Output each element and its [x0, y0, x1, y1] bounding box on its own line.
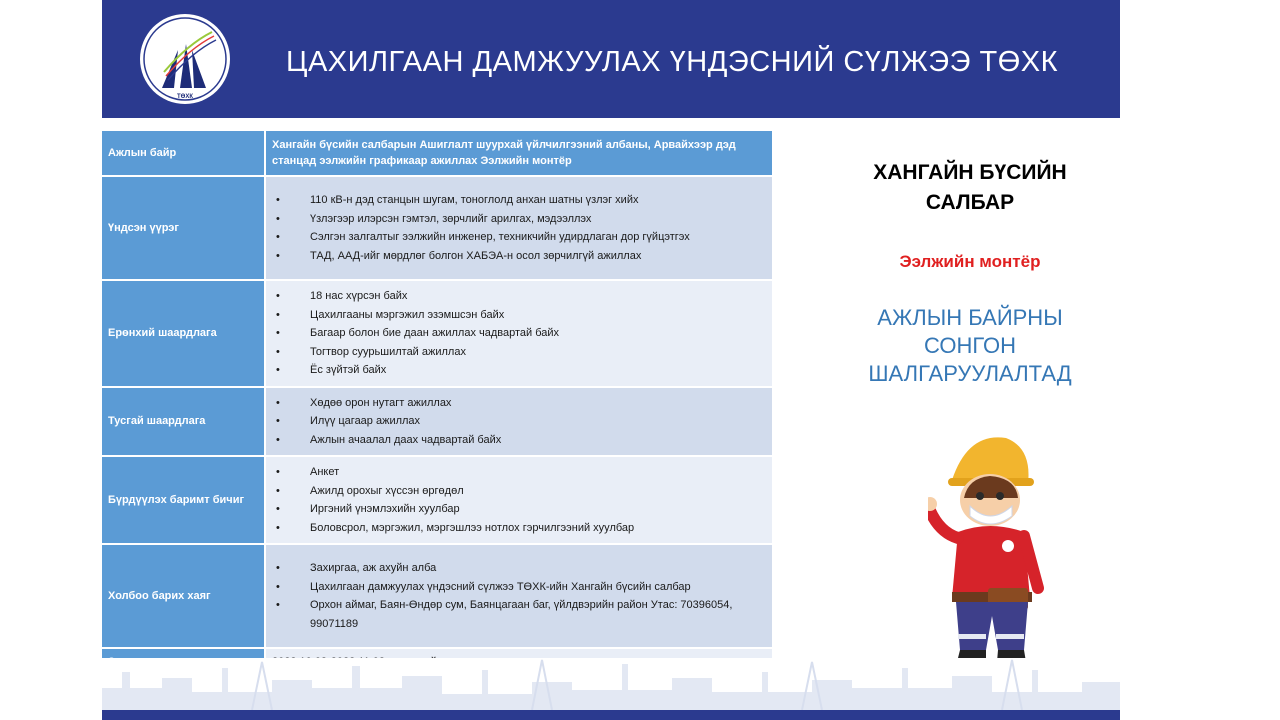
list-item: • Ёс зүйтэй байх [272, 361, 766, 380]
row-label: Ерөнхий шаардлага [102, 280, 265, 387]
company-logo [140, 14, 230, 104]
list-item: • Тогтвор суурьшилтай ажиллах [272, 343, 766, 362]
list-item: • Илүү цагаар ажиллах [272, 412, 766, 431]
bullet-list [272, 463, 766, 537]
table-row [102, 280, 772, 387]
list-item: • Иргэний үнэмлэхийн хуулбар [272, 500, 766, 519]
header-bar [102, 0, 1120, 118]
table-row [102, 176, 772, 280]
row-label: Үндсэн үүрэг [102, 176, 265, 280]
bullet-list [272, 394, 766, 450]
list-item: • Багаар болон бие даан ажиллах чадвартай байх [272, 324, 766, 343]
tower-logo-icon [140, 14, 230, 104]
row-label: Тусгай шаардлага [102, 387, 265, 457]
row-label: Ажлын байр [102, 131, 265, 176]
list-item: • 18 нас хүрсэн байх [272, 287, 766, 306]
table-row [102, 131, 772, 176]
table-row [102, 456, 772, 544]
list-item: • Орхон аймаг, Баян-Өндөр сум, Баянцагаан баг, үйлдвэрийн район Утас: 70396054, 99071189 [272, 596, 766, 633]
slide [102, 0, 1120, 720]
industrial-skyline-icon [102, 658, 1120, 710]
list-item: • Анкет [272, 463, 766, 482]
logo-text: ТӨХК [177, 94, 193, 100]
position-subtitle: Ээлжийн монтёр [899, 252, 1041, 271]
row-label: Холбоо барих хаяг [102, 544, 265, 648]
list-item: • Захиргаа, аж ахуйн алба [272, 559, 766, 578]
list-item: • Цахилгааны мэргэжил эзэмшсэн байх [272, 306, 766, 325]
table-row [102, 544, 772, 648]
bullet-list [272, 191, 766, 265]
list-item: • Хөдөө орон нутагт ажиллах [272, 394, 766, 413]
row-value: Хангайн бүсийн салбарын Ашиглалт шуурхай үйлчилгээний албаны, Арвайхээр дэд станцад ээлжийн графикаар ажиллах Ээлжийн монтёр [265, 131, 772, 176]
list-item: • 110 кВ-н дэд станцын шугам, тоноглолд анхан шатны үзлэг хийх [272, 191, 766, 210]
bullet-list [272, 287, 766, 380]
bullet-list [272, 559, 766, 633]
list-item: • Боловсрол, мэргэжил, мэргэшлээ нотлох гэрчилгээний хуулбар [272, 519, 766, 538]
list-item: • Сэлгэн залгалтыг ээлжийн инженер, техникчийн удирдлаган дор гүйцэтгэх [272, 228, 766, 247]
row-label: Бүрдүүлэх баримт бичиг [102, 456, 265, 544]
list-item: • ТАД, ААД-ийг мөрдлөг болгон ХАБЭА-н осол зөрчилгүй ажиллах [272, 247, 766, 266]
worker-mascot-icon [928, 428, 1048, 680]
page-title: ЦАХИЛГААН ДАМЖУУЛАХ ҮНДЭСНИЙ СҮЛЖЭЭ ТӨХК [286, 46, 1058, 78]
list-item: • Цахилгаан дамжуулах үндэсний сүлжээ ТӨХК-ийн Хангайн бүсийн салбар [272, 578, 766, 597]
list-item: • Ажилд орохыг хүссэн өргөдөл [272, 482, 766, 501]
table-row [102, 387, 772, 457]
footer-bar [102, 710, 1120, 720]
list-item: • Ажлын ачаалал даах чадвартай байх [272, 431, 766, 450]
branch-title: ХАНГАЙН БҮСИЙН САЛБАР [873, 161, 1067, 214]
job-details-table [102, 131, 772, 677]
selection-heading: АЖЛЫН БАЙРНЫ СОНГОН ШАЛГАРУУЛАЛТАД [868, 305, 1072, 386]
list-item: • Үзлэгээр илэрсэн гэмтэл, зөрчлийг арилгах, мэдээллэх [272, 210, 766, 229]
